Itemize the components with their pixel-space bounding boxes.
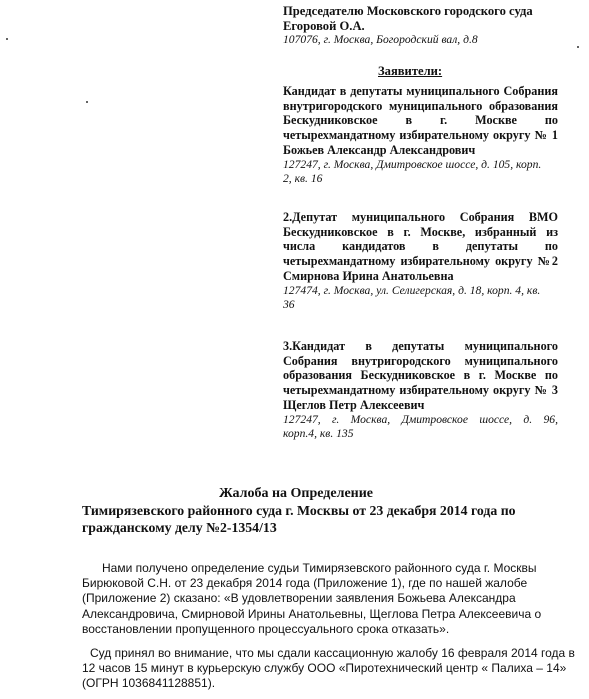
paragraph-2 — [82, 646, 575, 692]
applicant-line: внутригородского муниципального образования — [283, 98, 558, 113]
applicant-address: корп.4, кв. 135 — [283, 427, 354, 441]
applicant-address: 127247, г. Москва, Дмитровское шоссе, д. 96, — [283, 412, 558, 426]
paragraph-1 — [82, 561, 542, 637]
scan-speck — [577, 46, 579, 48]
applicant-3 — [283, 339, 558, 442]
applicants-heading: Заявители: — [378, 64, 443, 78]
applicant-1 — [283, 84, 558, 187]
applicant-line: Бескудниковское в г. Москве по — [283, 113, 558, 128]
paragraph-line: Бирюковой С.Н. от 23 декабря 2014 года (Приложение 1), где по нашей жалобе — [82, 576, 528, 591]
applicant-2 — [283, 210, 558, 313]
applicant-name: Щеглов Петр Алексеевич — [283, 397, 425, 412]
paragraph-line: 12 часов 15 минут в курьерскую службу ООО «Пиротехнический центр « Палиха – 14» — [82, 661, 567, 676]
applicant-line: Кандидат в депутаты муниципального Собрания — [283, 84, 558, 98]
applicant-line: четырехмандатному избирательному округу № 1 — [283, 128, 558, 143]
document-case-number: гражданскому делу №2-1354/13 — [82, 520, 277, 535]
scan-speck — [6, 38, 8, 40]
scan-speck — [86, 101, 88, 103]
applicant-line: Собрания внутригородского муниципального — [283, 353, 558, 368]
addressee-block — [283, 4, 558, 48]
paragraph-line: восстановлении пропущенного процессуального срока отказать». — [82, 621, 450, 636]
applicant-line: четырехмандатному избирательному округу № 3 — [283, 383, 558, 398]
applicant-address: 127474, г. Москва, ул. Селигерская, д. 18, корп. 4, кв. — [283, 283, 541, 297]
applicant-name: Божьев Александр Александрович — [283, 142, 476, 157]
applicant-address: 36 — [283, 298, 295, 312]
applicant-address: 2, кв. 16 — [283, 172, 323, 186]
document-title: Жалоба на Определение — [219, 486, 374, 501]
document-subtitle: Тимирязевского районного суда г. Москвы от 23 декабря 2014 года по — [82, 503, 516, 518]
addressee-title: Председателю Московского городского суда — [283, 4, 533, 18]
paragraph-line: (ОГРН 1036841128851). — [82, 676, 216, 691]
applicant-line: 3.Кандидат в депутаты муниципального — [283, 339, 558, 353]
applicant-address: 127247, г. Москва, Дмитровское шоссе, д. 105, корп. — [283, 157, 542, 171]
applicant-line: 2.Депутат муниципального Собрания ВМО — [283, 210, 558, 224]
paragraph-line: Суд принял во внимание, что мы сдали кассационную жалобу 16 февраля 2014 года в — [90, 646, 575, 660]
applicant-line: образования Бескудниковское в г. Москве по — [283, 368, 558, 383]
applicant-line: числа кандидатов в депутаты по — [283, 239, 558, 254]
addressee-address: 107076, г. Москва, Богородский вал, д.8 — [283, 33, 478, 47]
applicant-line: четырехмандатному избирательному округу №2 — [283, 254, 558, 269]
addressee-name: Егоровой О.А. — [283, 18, 365, 33]
paragraph-line: (Приложение 2) сказано: «В удовлетворении заявления Божьева Александра — [82, 591, 516, 606]
applicant-name: Смирнова Ирина Анатольевна — [283, 268, 454, 283]
applicant-line: Бескудниковское в г. Москве, избранный из — [283, 224, 558, 239]
paragraph-line: Александровича, Смирновой Ирины Анатольевны, Щеглова Петра Алексеевича о — [82, 606, 542, 621]
paragraph-line: Нами получено определение судьи Тимирязевского районного суда г. Москвы — [102, 561, 537, 575]
